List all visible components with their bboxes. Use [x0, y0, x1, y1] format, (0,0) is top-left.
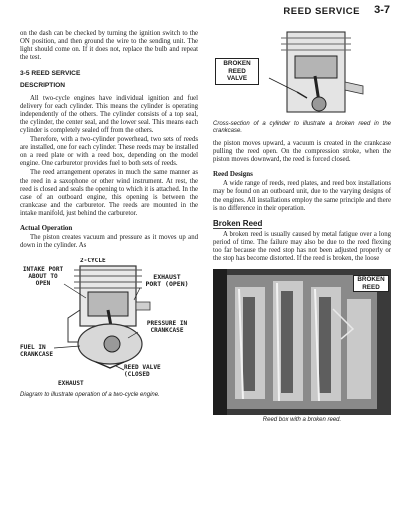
broken-reed-photo-label: BROKEN REED: [353, 275, 389, 292]
fuel-label: FUEL IN CRANKCASE: [20, 344, 54, 359]
reed-designs-heading: Reed Designs: [213, 170, 253, 179]
photo-caption: Reed box with a broken reed.: [262, 417, 342, 424]
broken-reed-paragraph: A broken reed is usually caused by metal fatigue over a long period of time. The failure may also be due to the reed flexing too far because the reed stop has not been adjusted properly or the stop has become distorted. If the reed is broken, the loose: [213, 230, 391, 263]
actual-operation-paragraph: The piston creates vacuum and pressure as it moves up and down in the cylinder. As: [20, 234, 198, 250]
description-heading: DESCRIPTION: [20, 82, 66, 90]
description-paragraph-2: Therefore, with a two-cylinder powerhead, two sets of reeds are installed, one for each cylinder. These reeds may be installed on a reed plate or with a reed box, depending on the model engine. One carburetor provides fuel to both sets of reeds.: [20, 136, 198, 168]
reed-designs-paragraph: A wide range of reeds, reed plates, and reed box installations may be found on an outboard unit, due to the varying designs of the engines. All installations employ the same principle and there is no difference in their operation.: [213, 180, 391, 212]
page-number: 3-7: [374, 4, 390, 16]
intake-port-label: INTAKE PORT ABOUT TO OPEN: [22, 266, 64, 288]
section-heading: 3-5 REED SERVICE: [20, 70, 81, 78]
description-paragraph-3: The reed arrangement operates in much the same manner as the reed in a saxophone or other wind instrument. At rest, the reed is closed and seals the opening to which it is attached. In the case of an outboard engine, this opening is between the crankcase and the carburetor. The reeds are mounted in the intake manifold, just behind the carburetor.: [20, 169, 198, 217]
continued-paragraph: the piston moves upward, a vacuum is created in the crankcase pulling the reed open. On the compression stroke, when the piston moves downward, the reed is forced closed.: [213, 140, 391, 164]
broken-reed-valve-label: BROKEN REED VALVE: [215, 58, 259, 85]
actual-operation-heading: Actual Operation: [20, 223, 73, 232]
left-column: [20, 30, 198, 399]
intro-paragraph: on the dash can be checked by turning the ignition switch to the ON position, and then ground the wire to the sending unit. The light should come on. If it does not, replace the bulb and repeat the test.: [20, 30, 198, 62]
valve-caption: Cross-section of a cylinder to illustrate a broken reed in the crankcase.: [213, 121, 391, 134]
exhaust-label: EXHAUST: [58, 380, 84, 388]
valve-cross-section: [213, 28, 391, 118]
engine-diagram: [20, 258, 198, 388]
running-head: REED SERVICE: [283, 6, 360, 17]
right-column: [213, 30, 391, 424]
broken-reed-heading: Broken Reed: [213, 218, 263, 228]
page-header: [0, 4, 392, 20]
reed-valve-label: REED VALVE (CLOSED: [124, 364, 161, 379]
diagram-title: 2-CYCLE: [80, 258, 106, 265]
reed-box-photo: [213, 269, 391, 415]
pressure-label: PRESSURE IN CRANKCASE: [146, 320, 188, 335]
engine-caption: Diagram to illustrate operation of a two-cycle engine.: [20, 392, 160, 399]
exhaust-port-label: EXHAUST PORT (OPEN): [145, 273, 189, 289]
description-paragraph-1: All two-cycle engines have individual ignition and fuel delivery for each cylinder. This means the cylinder is operating independently of the others. The cylinder consists of a top seal, the cylinder, the center seal, and the lower seal. This means each cylinder is completely sealed off from the others.: [20, 94, 198, 134]
